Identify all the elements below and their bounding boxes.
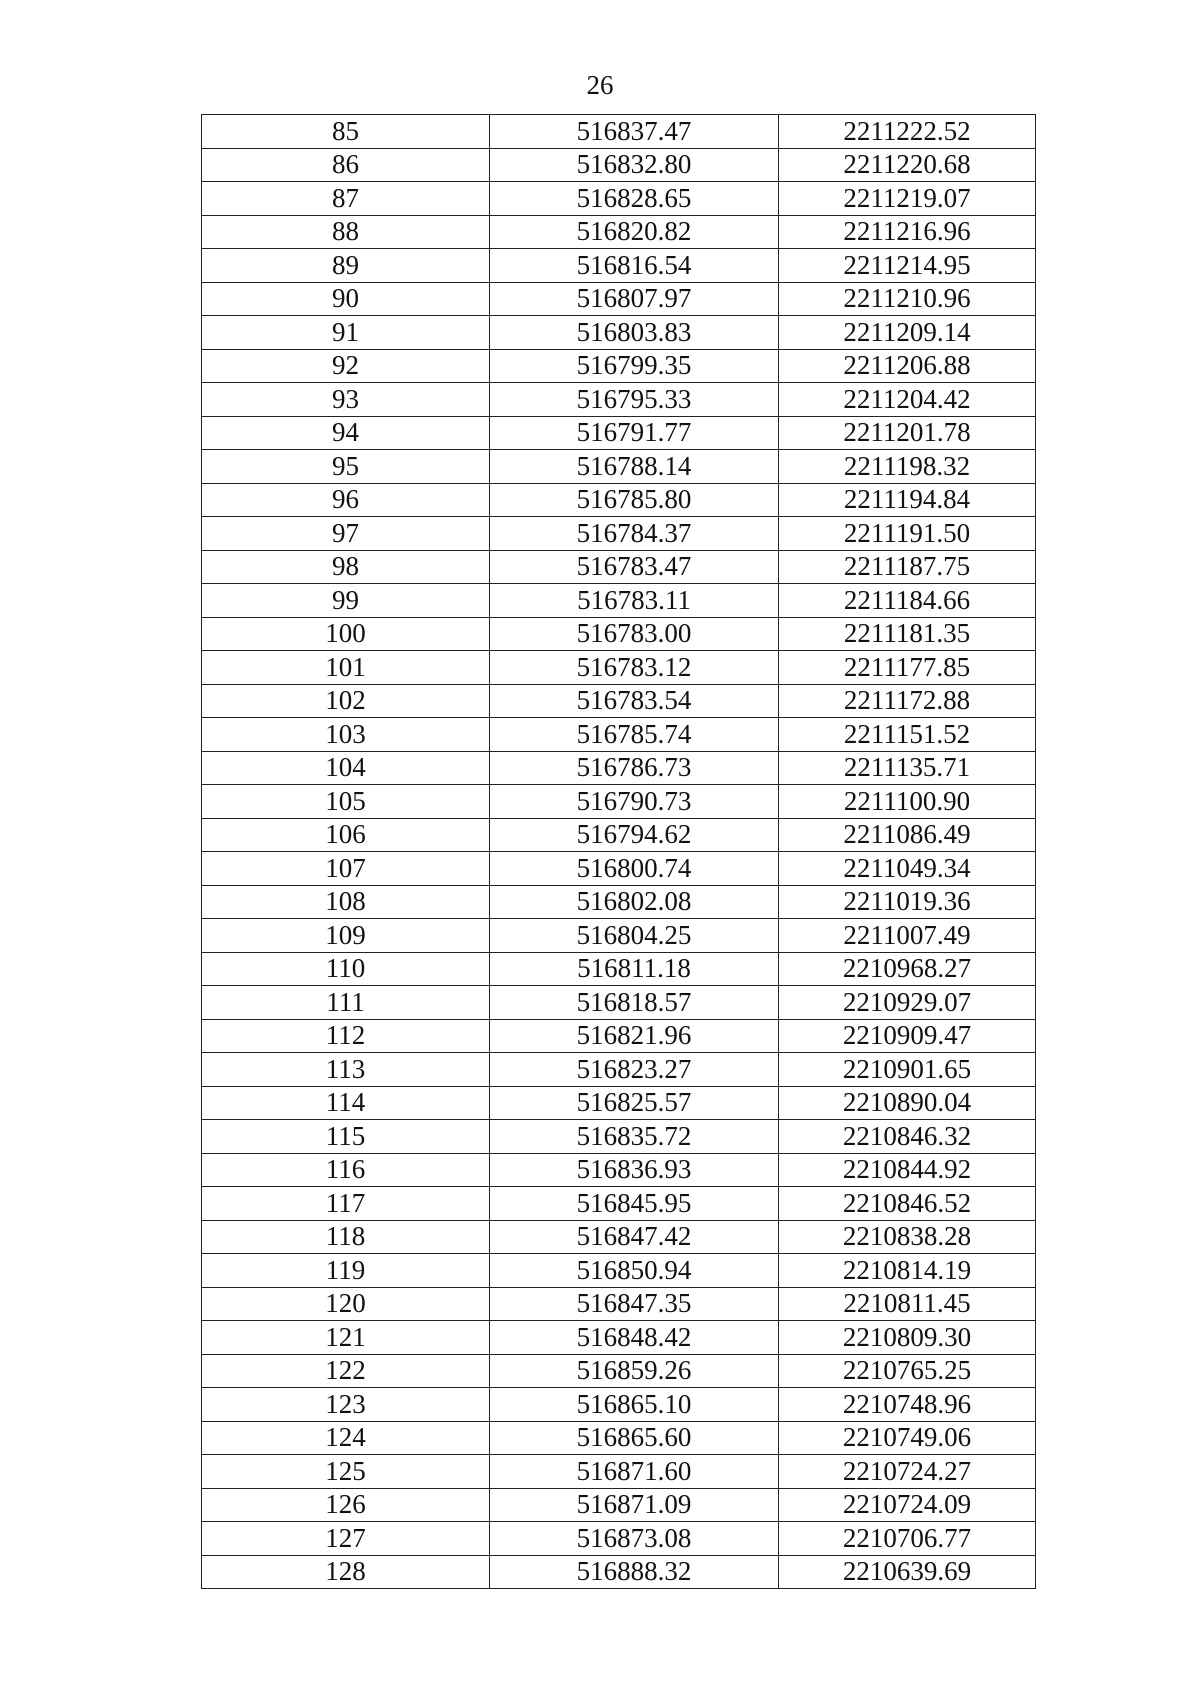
x-coordinate-cell: 516783.11 — [490, 584, 779, 618]
point-number-cell: 99 — [202, 584, 490, 618]
table-row — [202, 1488, 1036, 1522]
x-coordinate-cell: 516785.80 — [490, 483, 779, 517]
table-row — [202, 215, 1036, 249]
point-number-cell: 106 — [202, 818, 490, 852]
table-row — [202, 684, 1036, 718]
x-coordinate-cell: 516847.35 — [490, 1287, 779, 1321]
table-row — [202, 785, 1036, 819]
point-number-cell: 118 — [202, 1220, 490, 1254]
point-number-cell: 94 — [202, 416, 490, 450]
y-coordinate-cell: 2210901.65 — [779, 1053, 1036, 1087]
x-coordinate-cell: 516859.26 — [490, 1354, 779, 1388]
y-coordinate-cell: 2211184.66 — [779, 584, 1036, 618]
point-number-cell: 85 — [202, 115, 490, 149]
y-coordinate-cell: 2210811.45 — [779, 1287, 1036, 1321]
table-row — [202, 718, 1036, 752]
y-coordinate-cell: 2210749.06 — [779, 1421, 1036, 1455]
y-coordinate-cell: 2211100.90 — [779, 785, 1036, 819]
table-row — [202, 1522, 1036, 1556]
point-number-cell: 97 — [202, 517, 490, 551]
point-number-cell: 88 — [202, 215, 490, 249]
table-row — [202, 1254, 1036, 1288]
x-coordinate-cell: 516788.14 — [490, 450, 779, 484]
table-row — [202, 450, 1036, 484]
point-number-cell: 108 — [202, 885, 490, 919]
table-row — [202, 1053, 1036, 1087]
y-coordinate-cell: 2211086.49 — [779, 818, 1036, 852]
table-row — [202, 986, 1036, 1020]
point-number-cell: 102 — [202, 684, 490, 718]
x-coordinate-cell: 516821.96 — [490, 1019, 779, 1053]
x-coordinate-cell: 516820.82 — [490, 215, 779, 249]
point-number-cell: 109 — [202, 919, 490, 953]
table-row — [202, 584, 1036, 618]
y-coordinate-cell: 2210846.32 — [779, 1120, 1036, 1154]
point-number-cell: 113 — [202, 1053, 490, 1087]
table-row — [202, 751, 1036, 785]
point-number-cell: 120 — [202, 1287, 490, 1321]
x-coordinate-cell: 516845.95 — [490, 1187, 779, 1221]
y-coordinate-cell: 2211187.75 — [779, 550, 1036, 584]
y-coordinate-cell: 2211198.32 — [779, 450, 1036, 484]
y-coordinate-cell: 2211214.95 — [779, 249, 1036, 283]
x-coordinate-cell: 516784.37 — [490, 517, 779, 551]
page-number: 26 — [586, 70, 614, 100]
point-number-cell: 96 — [202, 483, 490, 517]
point-number-cell: 124 — [202, 1421, 490, 1455]
table-row — [202, 1086, 1036, 1120]
table-row — [202, 316, 1036, 350]
point-number-cell: 125 — [202, 1455, 490, 1489]
y-coordinate-cell: 2211216.96 — [779, 215, 1036, 249]
x-coordinate-cell: 516832.80 — [490, 148, 779, 182]
x-coordinate-cell: 516865.60 — [490, 1421, 779, 1455]
x-coordinate-cell: 516802.08 — [490, 885, 779, 919]
point-number-cell: 101 — [202, 651, 490, 685]
point-number-cell: 89 — [202, 249, 490, 283]
point-number-cell: 127 — [202, 1522, 490, 1556]
x-coordinate-cell: 516865.10 — [490, 1388, 779, 1422]
x-coordinate-cell: 516888.32 — [490, 1555, 779, 1589]
y-coordinate-cell: 2211194.84 — [779, 483, 1036, 517]
point-number-cell: 114 — [202, 1086, 490, 1120]
table-row — [202, 115, 1036, 149]
point-number-cell: 87 — [202, 182, 490, 216]
point-number-cell: 98 — [202, 550, 490, 584]
point-number-cell: 112 — [202, 1019, 490, 1053]
table-row — [202, 550, 1036, 584]
x-coordinate-cell: 516825.57 — [490, 1086, 779, 1120]
y-coordinate-cell: 2211181.35 — [779, 617, 1036, 651]
point-number-cell: 121 — [202, 1321, 490, 1355]
table-row — [202, 1153, 1036, 1187]
point-number-cell: 123 — [202, 1388, 490, 1422]
point-number-cell: 86 — [202, 148, 490, 182]
table-row — [202, 517, 1036, 551]
table-row — [202, 148, 1036, 182]
point-number-cell: 119 — [202, 1254, 490, 1288]
table-row — [202, 1019, 1036, 1053]
x-coordinate-cell: 516795.33 — [490, 383, 779, 417]
table-row — [202, 182, 1036, 216]
x-coordinate-cell: 516871.60 — [490, 1455, 779, 1489]
x-coordinate-cell: 516837.47 — [490, 115, 779, 149]
table-row — [202, 1287, 1036, 1321]
y-coordinate-cell: 2210844.92 — [779, 1153, 1036, 1187]
y-coordinate-cell: 2210814.19 — [779, 1254, 1036, 1288]
x-coordinate-cell: 516790.73 — [490, 785, 779, 819]
y-coordinate-cell: 2210809.30 — [779, 1321, 1036, 1355]
point-number-cell: 95 — [202, 450, 490, 484]
y-coordinate-cell: 2211222.52 — [779, 115, 1036, 149]
table-row — [202, 249, 1036, 283]
table-row — [202, 818, 1036, 852]
y-coordinate-cell: 2210909.47 — [779, 1019, 1036, 1053]
y-coordinate-cell: 2211135.71 — [779, 751, 1036, 785]
table-row — [202, 852, 1036, 886]
x-coordinate-cell: 516786.73 — [490, 751, 779, 785]
x-coordinate-cell: 516800.74 — [490, 852, 779, 886]
y-coordinate-cell: 2211151.52 — [779, 718, 1036, 752]
table-row — [202, 282, 1036, 316]
y-coordinate-cell: 2211220.68 — [779, 148, 1036, 182]
y-coordinate-cell: 2210765.25 — [779, 1354, 1036, 1388]
y-coordinate-cell: 2211019.36 — [779, 885, 1036, 919]
x-coordinate-cell: 516823.27 — [490, 1053, 779, 1087]
x-coordinate-cell: 516791.77 — [490, 416, 779, 450]
point-number-cell: 100 — [202, 617, 490, 651]
y-coordinate-cell: 2211172.88 — [779, 684, 1036, 718]
point-number-cell: 117 — [202, 1187, 490, 1221]
y-coordinate-cell: 2211049.34 — [779, 852, 1036, 886]
y-coordinate-cell: 2210846.52 — [779, 1187, 1036, 1221]
x-coordinate-cell: 516871.09 — [490, 1488, 779, 1522]
x-coordinate-cell: 516816.54 — [490, 249, 779, 283]
x-coordinate-cell: 516836.93 — [490, 1153, 779, 1187]
y-coordinate-cell: 2211206.88 — [779, 349, 1036, 383]
coordinate-table — [201, 114, 1036, 1589]
table-row — [202, 383, 1036, 417]
x-coordinate-cell: 516799.35 — [490, 349, 779, 383]
point-number-cell: 122 — [202, 1354, 490, 1388]
table-row — [202, 1321, 1036, 1355]
point-number-cell: 92 — [202, 349, 490, 383]
table-row — [202, 416, 1036, 450]
y-coordinate-cell: 2210639.69 — [779, 1555, 1036, 1589]
x-coordinate-cell: 516783.47 — [490, 550, 779, 584]
table-row — [202, 1187, 1036, 1221]
x-coordinate-cell: 516785.74 — [490, 718, 779, 752]
table-row — [202, 1421, 1036, 1455]
x-coordinate-cell: 516818.57 — [490, 986, 779, 1020]
table-row — [202, 885, 1036, 919]
point-number-cell: 107 — [202, 852, 490, 886]
x-coordinate-cell: 516850.94 — [490, 1254, 779, 1288]
x-coordinate-cell: 516794.62 — [490, 818, 779, 852]
table-row — [202, 349, 1036, 383]
x-coordinate-cell: 516828.65 — [490, 182, 779, 216]
point-number-cell: 116 — [202, 1153, 490, 1187]
point-number-cell: 126 — [202, 1488, 490, 1522]
table-row — [202, 1354, 1036, 1388]
y-coordinate-cell: 2211177.85 — [779, 651, 1036, 685]
y-coordinate-cell: 2211191.50 — [779, 517, 1036, 551]
point-number-cell: 91 — [202, 316, 490, 350]
x-coordinate-cell: 516783.00 — [490, 617, 779, 651]
point-number-cell: 93 — [202, 383, 490, 417]
y-coordinate-cell: 2210838.28 — [779, 1220, 1036, 1254]
table-row — [202, 1388, 1036, 1422]
x-coordinate-cell: 516783.12 — [490, 651, 779, 685]
point-number-cell: 104 — [202, 751, 490, 785]
y-coordinate-cell: 2211209.14 — [779, 316, 1036, 350]
point-number-cell: 110 — [202, 952, 490, 986]
y-coordinate-cell: 2210724.09 — [779, 1488, 1036, 1522]
y-coordinate-cell: 2211201.78 — [779, 416, 1036, 450]
table-row — [202, 1455, 1036, 1489]
y-coordinate-cell: 2210724.27 — [779, 1455, 1036, 1489]
y-coordinate-cell: 2211210.96 — [779, 282, 1036, 316]
point-number-cell: 103 — [202, 718, 490, 752]
x-coordinate-cell: 516807.97 — [490, 282, 779, 316]
x-coordinate-cell: 516873.08 — [490, 1522, 779, 1556]
x-coordinate-cell: 516835.72 — [490, 1120, 779, 1154]
y-coordinate-cell: 2211204.42 — [779, 383, 1036, 417]
y-coordinate-cell: 2210706.77 — [779, 1522, 1036, 1556]
x-coordinate-cell: 516783.54 — [490, 684, 779, 718]
point-number-cell: 128 — [202, 1555, 490, 1589]
y-coordinate-cell: 2210929.07 — [779, 986, 1036, 1020]
point-number-cell: 111 — [202, 986, 490, 1020]
y-coordinate-cell: 2210748.96 — [779, 1388, 1036, 1422]
point-number-cell: 115 — [202, 1120, 490, 1154]
table-row — [202, 483, 1036, 517]
y-coordinate-cell: 2211007.49 — [779, 919, 1036, 953]
coordinate-table-body — [202, 115, 1036, 1589]
table-row — [202, 1220, 1036, 1254]
table-row — [202, 1120, 1036, 1154]
y-coordinate-cell: 2210890.04 — [779, 1086, 1036, 1120]
x-coordinate-cell: 516804.25 — [490, 919, 779, 953]
table-row — [202, 952, 1036, 986]
x-coordinate-cell: 516848.42 — [490, 1321, 779, 1355]
point-number-cell: 105 — [202, 785, 490, 819]
x-coordinate-cell: 516811.18 — [490, 952, 779, 986]
x-coordinate-cell: 516803.83 — [490, 316, 779, 350]
table-row — [202, 1555, 1036, 1589]
table-row — [202, 919, 1036, 953]
table-row — [202, 651, 1036, 685]
x-coordinate-cell: 516847.42 — [490, 1220, 779, 1254]
point-number-cell: 90 — [202, 282, 490, 316]
y-coordinate-cell: 2210968.27 — [779, 952, 1036, 986]
y-coordinate-cell: 2211219.07 — [779, 182, 1036, 216]
table-row — [202, 617, 1036, 651]
